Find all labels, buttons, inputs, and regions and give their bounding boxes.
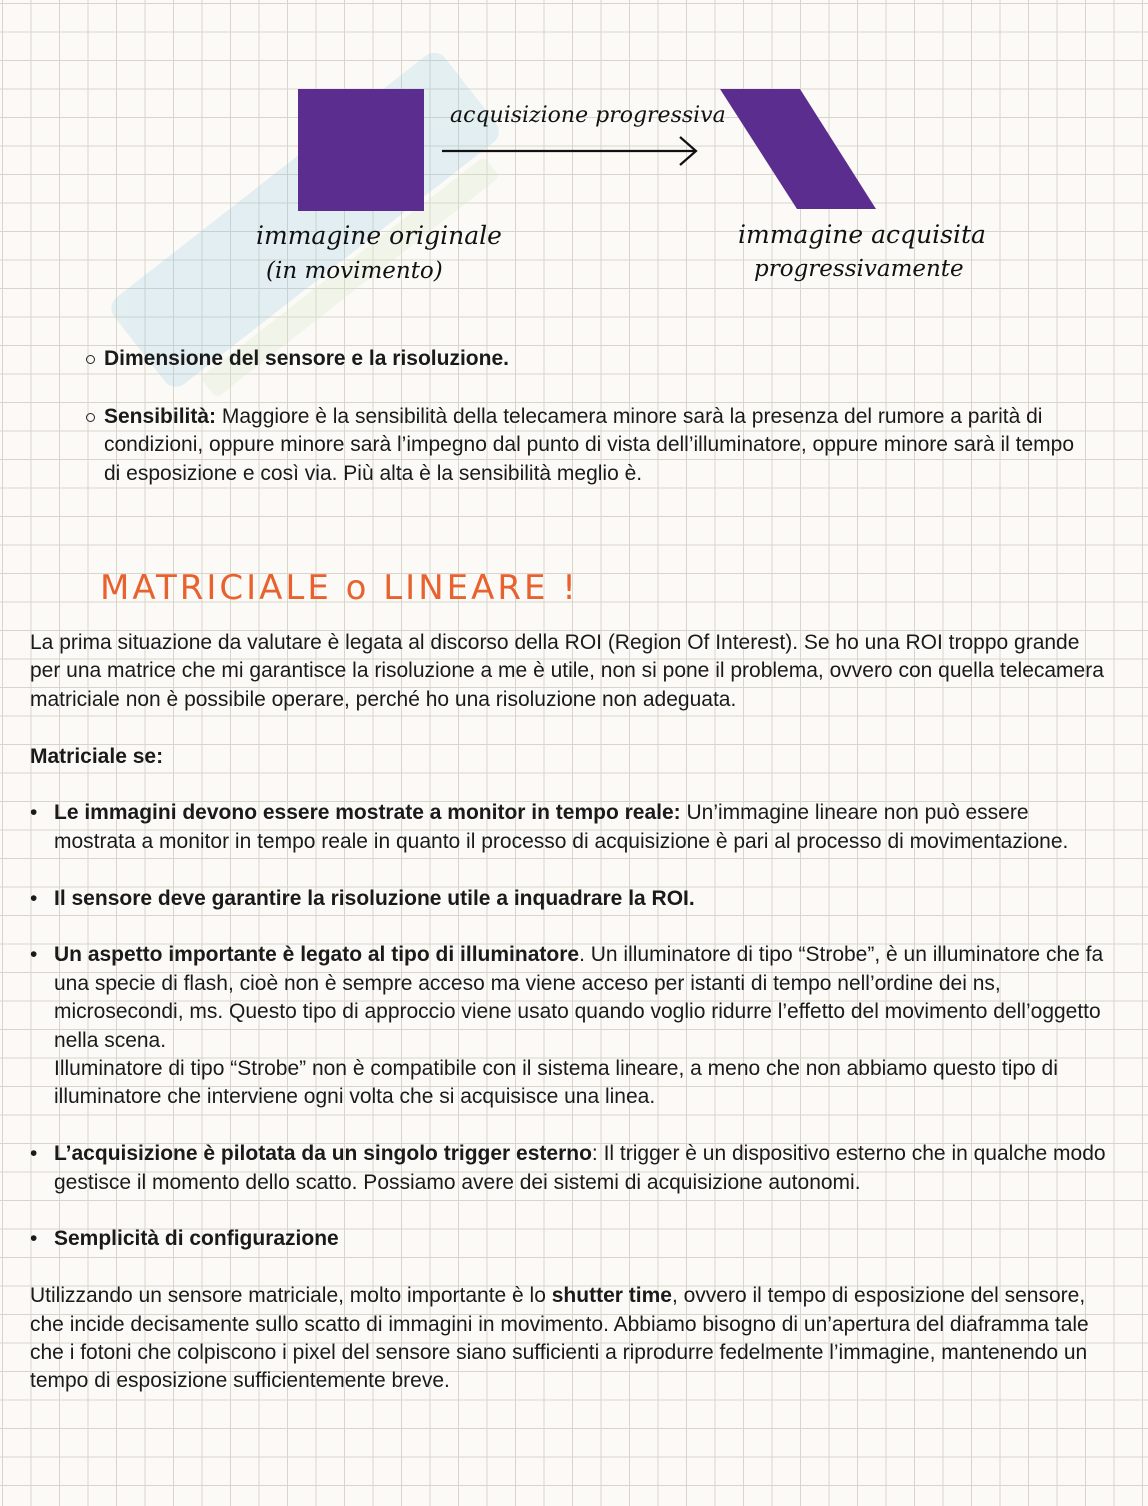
list-item <box>30 1225 1110 1253</box>
bullet-icon: • <box>30 1227 38 1251</box>
item-title: Un aspetto importante è legato al tipo di illuminatore <box>54 943 580 967</box>
item-text: : Il trigger è un dispositivo esterno che in qualche modo gestisce il momento dello scatto. Possiamo avere dei sistemi di acquisizione autonomi. <box>54 1142 1106 1194</box>
item-title: Dimensione del sensore e la risoluzione. <box>104 347 509 370</box>
list-item <box>30 941 1110 1111</box>
closing-paragraph: Utilizzando un sensore matriciale, molto importante è lo shutter time, ovvero il tempo di esposizione del sensore, che incide decisamente sullo scatto di immagini in movimento. Abbiamo bisogno di un’apertura del diaframma tale che i fotoni che colpiscono i pixel del sensore siano sufficienti a riprodurre fedelmente l’immagine, mantenendo un tempo di esposizione sufficientemente breve. <box>30 1284 1089 1393</box>
circle-bullet-icon <box>86 413 95 422</box>
item-text: Un’immagine lineare non può essere mostrata a monitor in tempo reale in quanto il processo di acquisizione è pari al processo di movimentazione. <box>54 801 1069 853</box>
circle-bullet-icon <box>86 355 95 364</box>
subheading: Matriciale se: <box>30 744 164 768</box>
intro-paragraph: La prima situazione da valutare è legata al discorso della ROI (Region Of Interest). Se ho una ROI troppo grande per una matrice che mi garantisce la risoluzione a me è utile, non si pone il problema, ovvero con quella telecamera matriciale non è possibile operare, perché ho una risoluzione non adeguata. <box>30 631 1104 711</box>
item-title: Il sensore deve garantire la risoluzione utile a inquadrare la ROI. <box>54 886 695 910</box>
bullet-icon: • <box>30 886 38 910</box>
item-text: . Un illuminatore di tipo “Strobe”, è un illuminatore che fa una specie di flash, cioè non è sempre acceso ma viene acceso per istanti di tempo nell’ordine dei ns, microsecondi, ms. Questo tipo di approccio viene usato quando voglio ridurre l’effetto del movimento dell’oggetto nella scena. <box>54 943 1104 1052</box>
item-title: L’acquisizione è pilotata da un singolo trigger esterno <box>54 1142 592 1166</box>
right-label-line2: progressivamente <box>754 256 964 282</box>
list-item <box>86 403 1096 489</box>
left-label-line1: immagine originale <box>256 221 502 250</box>
right-label-line1: immagine acquisita <box>738 220 986 249</box>
left-label-line2: (in movimento) <box>266 258 443 284</box>
bullet-icon: • <box>30 1142 38 1166</box>
camera-features-list <box>86 345 1096 517</box>
item-extra-text: Illuminatore di tipo “Strobe” non è compatibile con il sistema lineare, a meno che non abbiamo questo tipo di illuminatore che interviene ogni volta che si acquisisce una linea. <box>54 1057 1058 1109</box>
list-item <box>30 799 1110 856</box>
list-item <box>30 1140 1110 1197</box>
list-item <box>30 885 1110 913</box>
conditions-list <box>30 799 1110 1253</box>
bullet-icon: • <box>30 801 38 825</box>
main-body <box>30 629 1110 1396</box>
bullet-icon: • <box>30 943 38 967</box>
item-title: Le immagini devono essere mostrate a monitor in tempo reale: <box>54 801 681 825</box>
acquisition-diagram <box>0 0 1148 320</box>
original-image-square <box>298 89 424 211</box>
list-item <box>86 345 1096 374</box>
item-text: Maggiore è la sensibilità della telecamera minore sarà la presenza del rumore a parità di condizioni, oppure minore sarà l’impegno dal punto di vista dell’illuminatore, oppure minore sarà il tempo di esposizione e così via. Più alta è la sensibilità meglio è. <box>104 404 1075 485</box>
section-heading: MATRICIALE o LINEARE ! <box>100 568 579 608</box>
item-title: Sensibilità: <box>104 404 217 428</box>
acquired-image-parallelogram <box>720 89 876 209</box>
item-title: Semplicità di configurazione <box>54 1227 339 1251</box>
arrow-label: acquisizione progressiva <box>450 103 726 128</box>
